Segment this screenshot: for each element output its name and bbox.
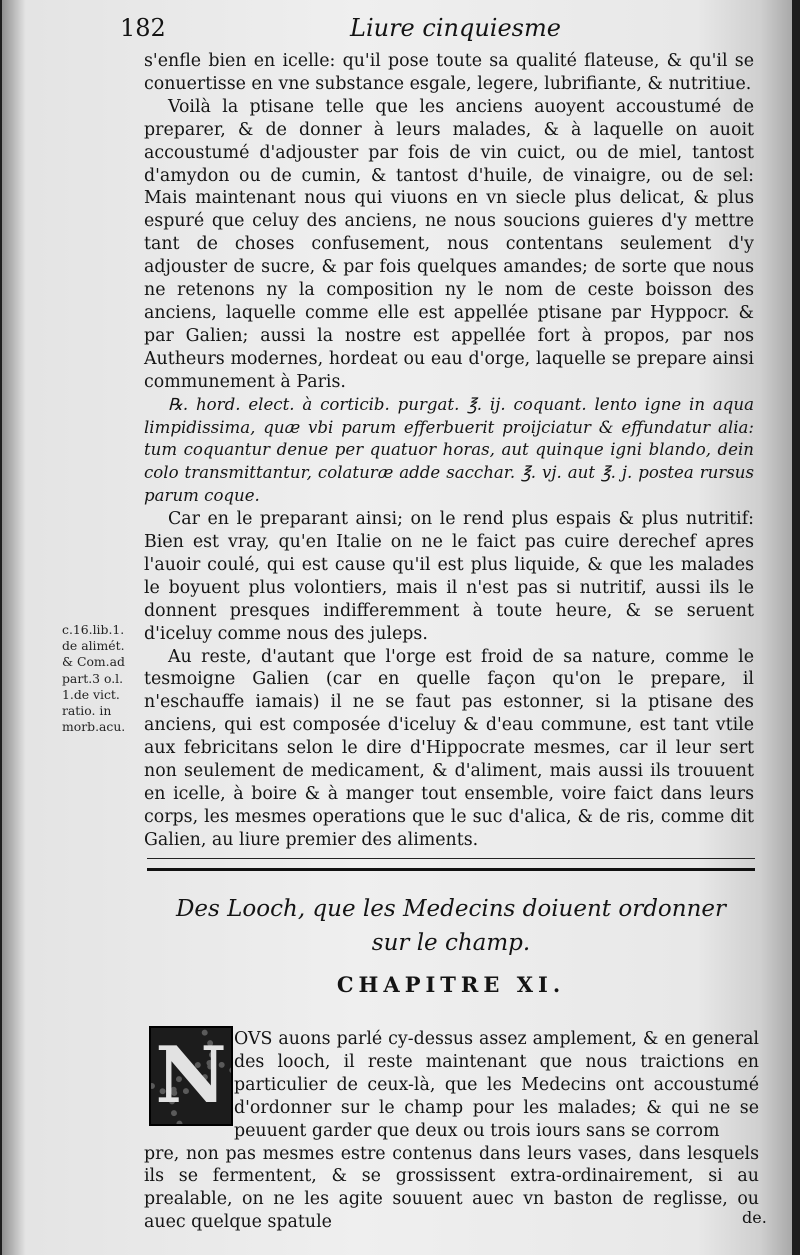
margin-note-line: ratio. in: [62, 703, 112, 719]
decorated-initial: [149, 1026, 233, 1126]
ornamental-rule: [147, 858, 755, 859]
margin-note-line: part.3 o.l.: [62, 670, 124, 686]
chapter-heading-line-2: sur le champ.: [371, 930, 531, 956]
ornamental-rule-thick: [147, 868, 755, 871]
margin-note-line: 1.de vict.: [62, 686, 120, 702]
page-number: 182: [120, 14, 166, 42]
paragraph-continuation: s'enfle bien en icelle: qu'il pose toute sa qualité flateuse, & qu'il se conuertisse en vne substance esgale, legere, lubrifiante, & nutritiue.: [144, 51, 754, 94]
catchword: de.: [742, 1208, 767, 1227]
margin-note-line: de alimét.: [62, 638, 125, 654]
book-page: [2, 0, 792, 1255]
chapter-lines: pre, non pas mesmes estre contenus dans leurs vases, dans lesquels ils se fermentent, & se grossissent extra-ordinairement, si au prealable, on ne les agite souuent auec vn baston de reglisse, ou auec quelque spatule: [144, 1143, 759, 1233]
margin-note-line: morb.acu.: [62, 719, 126, 735]
chapter-heading: [147, 892, 755, 960]
chapter-text: [144, 1028, 759, 1234]
chapter-heading-line-1: Des Looch, que les Medecins doiuent ordonner: [175, 896, 726, 922]
page-header: [120, 14, 760, 44]
main-text: [144, 50, 754, 852]
initial-letter: N: [155, 1030, 227, 1121]
margin-note: [62, 622, 140, 735]
running-title: Liure cinquiesme: [350, 14, 561, 42]
paragraph-ptisane: Voilà la ptisane telle que les anciens auoyent accoustumé de preparer, & de donner à leurs malades, & à laquelle on auoit accoustumé d'adjouster par fois de vin cuict, ou de miel, tantost d'amydon ou de cumin, & tantost d'huile, de vinaigre, ou de sel: Mais maintenant nous qui viuons en vn siecle plus delicat, & plus espuré que celuy des anciens, ne nous soucions guieres d'y mettre tant de choses confusement, nous contentans seulement d'y adjouster de sucre, & par fois quelques amandes; de sorte que nous ne retenons ny la composition ny le nom de ceste boisson des anciens, laquelle comme elle est appellée ptisane par Hyppocr. & par Galien; aussi la nostre est appellée fort à propos, par nos Autheurs modernes, hordeat ou eau d'orge, laquelle se prepare ainsi communement à Paris.: [144, 96, 754, 392]
margin-note-line: & Com.ad: [62, 654, 125, 670]
margin-note-line: c.16.lib.1.: [62, 622, 125, 637]
paragraph-preparation: Car en le preparant ainsi; on le rend plus espais & plus nutritif: Bien est vray, qu'en Italie on ne le faict pas cuire derechef apres l'auoir coulé, qui est cause qu'il est plus liquide, & que les malades le boyuent plus volontiers, mais il n'est pas si nutritif, aussi ils le donnent presques indifferemment à toute heure, & se seruent d'iceluy comme nous des juleps.: [144, 509, 754, 644]
paragraph-galien: Au reste, d'autant que l'orge est froid de sa nature, comme le tesmoigne Galien (car en quelle façon qu'on le prepare, il n'eschauffe iamais) il ne se faut pas estonner, si la ptisane des anciens, qui est composée d'iceluy & d'eau commune, est tant vtile aux febricitans selon le dire d'Hippocrate mesmes, car il leur sert non seulement de medicament, & d'aliment, mais aussi ils trouuent en icelle, à boire & à manger tout ensemble, voire faict dans leurs corps, les mesmes operations que le suc d'alica, & de ris, comme dit Galien, au liure premier des aliments.: [144, 646, 754, 850]
recipe-paragraph: ℞. hord. elect. à corticib. purgat. ℥. ij. coquant. lento igne in aqua limpidissima, quæ vbi parum efferbuerit proijciatur & effundatur alia: tum coquantur denue per quatuor horas, aut quinque igni blando, dein colo transmittantur, colaturæ adde sacchar. ℥. vj. aut ℥. j. postea rursus parum coque.: [144, 394, 754, 506]
chapter-number: CHAPITRE XI.: [336, 972, 566, 997]
dropcap-lines: OVS auons parlé cy-dessus assez amplement, & en general des looch, il reste maintenant que nous traictions en particulier de ceux-là, que les Medecins ont accoustumé d'ordonner sur le champ pour les malades; & qui ne se peuuent garder que deux ou trois iours sans se corrom: [234, 1029, 759, 1141]
